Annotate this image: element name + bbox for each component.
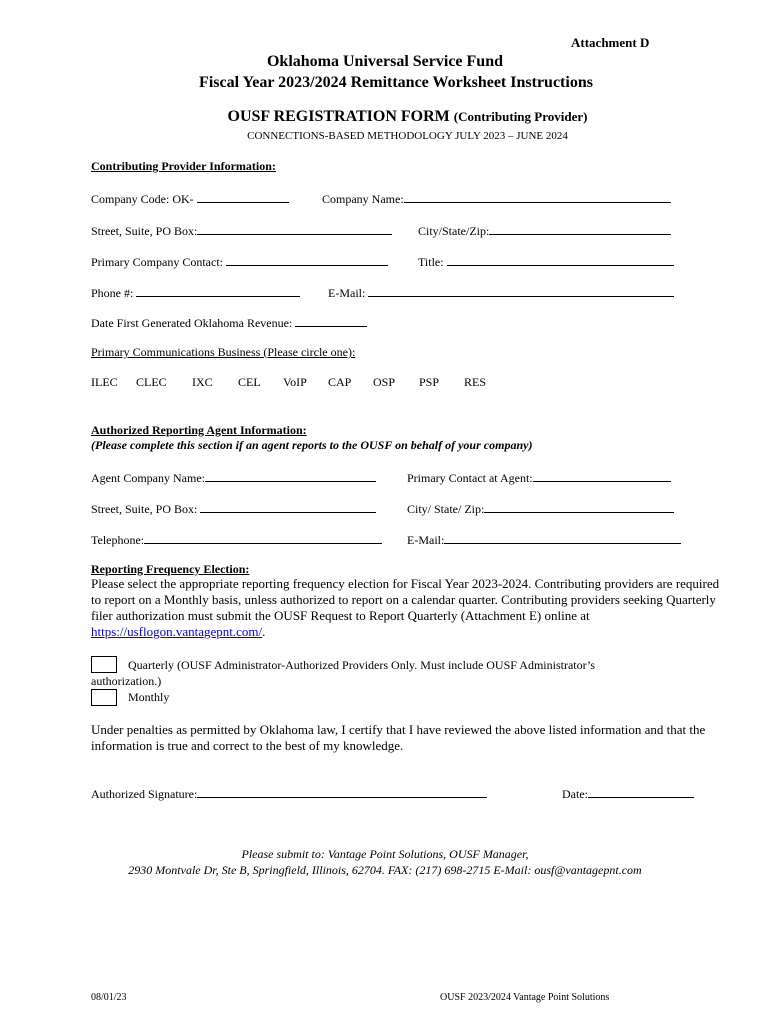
frequency-body [91,576,727,640]
title-field[interactable] [447,253,674,266]
agent-city-field[interactable] [484,500,674,513]
footer-date: 08/01/23 [91,992,127,1003]
agent-heading: Authorized Reporting Agent Information: [91,423,307,437]
signature-date-label: Date: [562,787,588,801]
submit-line-2: 2930 Montvale Dr, Ste B, Springfield, Illinois, 62704. FAX: (217) 698-2715 E-Mail: ousf@vantagepnt.com [128,863,642,877]
business-option-ilec[interactable]: ILEC [91,375,118,389]
agent-company-label: Agent Company Name: [91,471,205,485]
frequency-link-suffix: . [262,624,266,639]
agent-email-row [407,531,681,548]
quarterly-label: Quarterly (OUSF Administrator-Authorized Providers Only. Must include OUSF Administrator’s [128,658,596,672]
title-row [418,253,674,270]
submit-line-1: Please submit to: Vantage Point Solutions, OUSF Manager, [241,847,529,861]
monthly-label: Monthly [128,690,170,704]
signature-date-row [562,785,694,802]
date-first-field[interactable] [295,314,367,327]
signature-label: Authorized Signature: [91,787,198,801]
street-field[interactable] [197,222,392,235]
business-option-clec[interactable]: CLEC [136,375,167,389]
signature-date-field[interactable] [588,785,694,798]
agent-street-row [91,500,376,517]
signature-row [91,785,487,802]
agent-company-field[interactable] [205,469,376,482]
footer-org: OUSF 2023/2024 Vantage Point Solutions [440,992,610,1003]
business-option-cel[interactable]: CEL [238,375,261,389]
city-row [418,222,671,239]
street-label: Street, Suite, PO Box: [91,224,198,238]
agent-city-row [407,500,674,517]
frequency-body-text: Please select the appropriate reporting frequency election for Fiscal Year 2023-2024. Contributing providers are required to report on a Monthly basis, unless authorized to report on a calendar quarter. Contributing providers seeking Quarterly filer authorization must submit the OUSF Request to Report Quarterly (Attachment E) online at [91,576,720,623]
phone-field[interactable] [136,284,300,297]
company-code-field[interactable] [197,190,289,203]
email-row [328,284,674,301]
agent-contact-label: Primary Contact at Agent: [407,471,533,485]
frequency-heading: Reporting Frequency Election: [91,562,250,576]
agent-note: (Please complete this section if an agent reports to the OUSF on behalf of your company) [91,438,533,452]
agent-contact-field[interactable] [533,469,671,482]
business-option-cap[interactable]: CAP [328,375,352,389]
contact-label: Primary Company Contact: [91,255,223,269]
city-field[interactable] [489,222,671,235]
page-title: Oklahoma Universal Service Fund [266,53,503,70]
agent-street-field[interactable] [200,500,376,513]
phone-row [91,284,300,301]
phone-label: Phone #: [91,286,134,300]
title-label: Title: [418,255,444,269]
date-first-label: Date First Generated Oklahoma Revenue: [91,316,293,330]
agent-telephone-row [91,531,382,548]
quarterly-label-cont: authorization.) [91,674,162,688]
agent-email-field[interactable] [444,531,681,544]
business-label: Primary Communications Business (Please circle one): [91,345,356,359]
company-name-field[interactable] [404,190,671,203]
contact-row [91,253,388,270]
quarterly-checkbox[interactable] [91,656,117,673]
form-title-main: OUSF REGISTRATION FORM [227,108,450,125]
city-label: City/State/Zip: [418,224,490,238]
form-title [0,108,770,126]
page-subtitle: Fiscal Year 2023/2024 Remittance Worksheet Instructions [199,74,593,91]
agent-telephone-label: Telephone: [91,533,145,547]
company-code-label: Company Code: OK- [91,192,194,206]
agent-email-label: E-Mail: [407,533,445,547]
form-title-sub: (Contributing Provider) [453,109,588,124]
quarterly-request-link[interactable]: https://usflogon.vantagepnt.com/ [91,624,263,639]
attachment-label: Attachment D [571,35,650,50]
business-option-voip[interactable]: VoIP [283,375,307,389]
business-option-ixc[interactable]: IXC [192,375,213,389]
methodology-line: CONNECTIONS-BASED METHODOLOGY JULY 2023 – JUNE 2024 [247,130,568,142]
agent-city-label: City/ State/ Zip: [407,502,485,516]
business-option-res[interactable]: RES [464,375,487,389]
contact-field[interactable] [226,253,388,266]
agent-contact-row [407,469,671,486]
street-row [91,222,392,239]
company-name-label: Company Name: [322,192,404,206]
business-option-osp[interactable]: OSP [373,375,396,389]
monthly-checkbox[interactable] [91,689,117,706]
certification-text: Under penalties as permitted by Oklahoma law, I certify that I have reviewed the above listed information and that the information is true and correct to the best of my knowledge. [91,722,706,753]
provider-heading: Contributing Provider Information: [91,159,276,173]
date-first-row [91,314,367,331]
email-field[interactable] [368,284,674,297]
agent-telephone-field[interactable] [144,531,382,544]
signature-field[interactable] [197,785,487,798]
business-option-psp[interactable]: PSP [419,375,440,389]
agent-company-row [91,469,376,486]
company-code-row [91,190,289,207]
email-label: E-Mail: [328,286,366,300]
company-name-row [322,190,671,207]
agent-street-label: Street, Suite, PO Box: [91,502,198,516]
